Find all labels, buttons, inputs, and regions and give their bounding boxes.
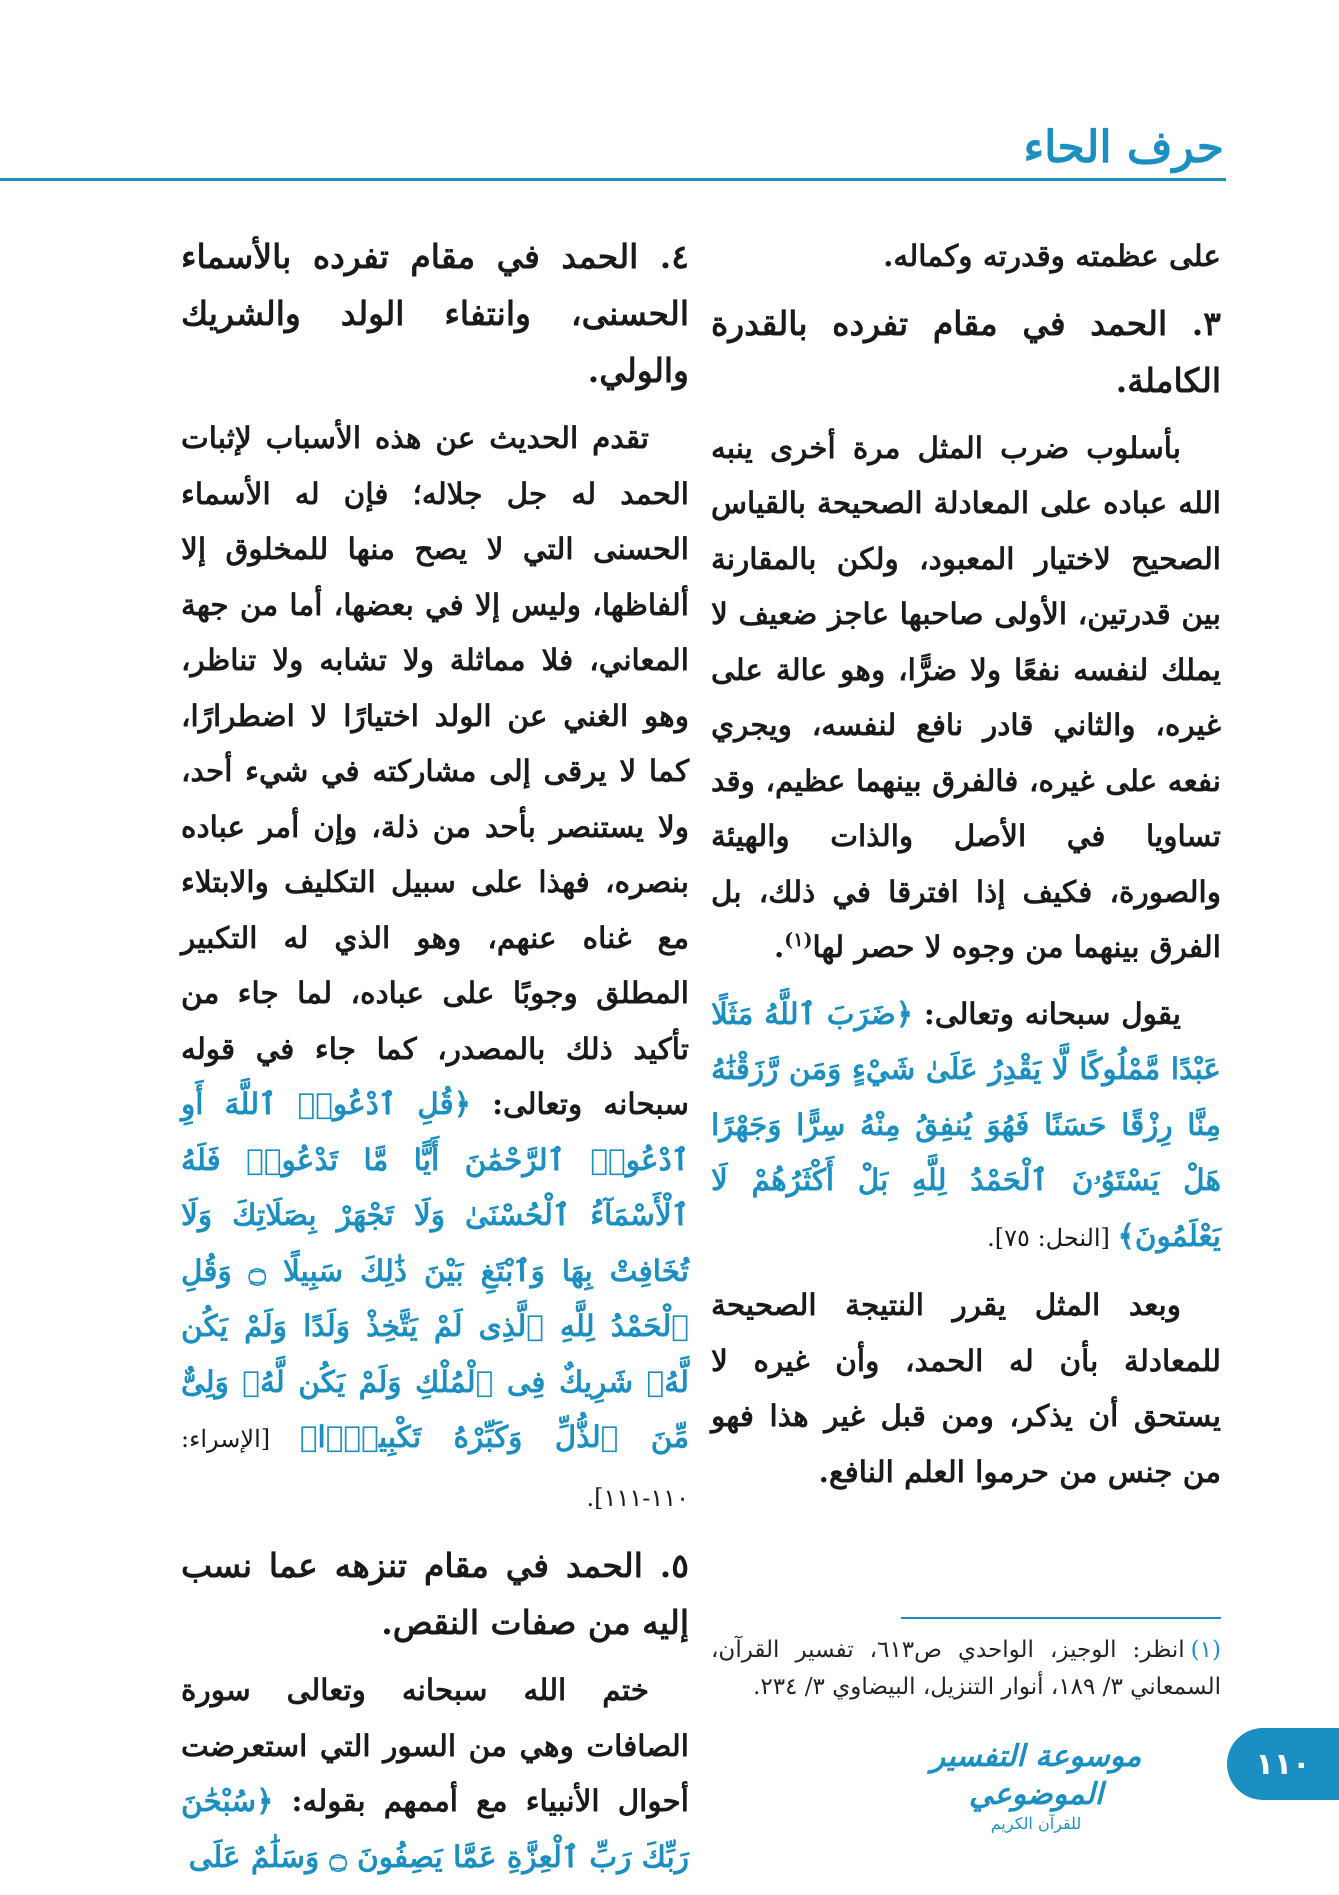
paragraph <box>711 420 1221 975</box>
section-heading-4: ٤. الحمد في مقام تفرده بالأسماء الحسنى، وانتفاء الولد والشريك والولي. <box>181 237 689 390</box>
paragraph <box>711 986 1221 1267</box>
paragraph-text: يقول سبحانه وتعالى: <box>913 995 1181 1031</box>
footnote <box>711 1632 1221 1706</box>
section-heading-3: ٣. الحمد في مقام تفرده بالقدرة الكاملة. <box>711 303 1221 400</box>
paragraph: وبعد المثل يقرر النتيجة الصحيحة للمعادلة بأن له الحمد، وأن غيره لا يستحق أن يذكر، ومن قبل غير هذا فهو من جنس من حرموا العلم النافع. <box>711 1287 1221 1489</box>
footnote-divider <box>901 1617 1221 1619</box>
footnote-text: انظر: الوجيز، الواحدي ص٦١٣، تفسير القرآن، السمعاني ٣/ ١٨٩، أنوار التنزيل، البيضاوي ٣/ ٢٣٤. <box>711 1637 1221 1700</box>
header-divider <box>0 178 1226 181</box>
paragraph-text: ختم الله سبحانه وتعالى سورة الصافات وهي من السور التي استعرضت أحوال الأنبياء مع أممهم بقوله: <box>181 1672 689 1818</box>
encyclopedia-logo <box>891 1738 1181 1834</box>
paragraph <box>181 1662 689 1884</box>
quran-verse: ﴿سُبْحَٰنَ رَبِّكَ رَبِّ ٱلْعِزَّةِ عَمَّا يَصِفُونَ ۝ وَسَلَٰمٌ عَلَى <box>181 1783 689 1874</box>
footnote-number: (١) <box>1190 1637 1221 1663</box>
section-heading-5: ٥. الحمد في مقام تنزهه عما نسب إليه من صفات النقص. <box>181 1546 689 1642</box>
paragraph-text: تقدم الحديث عن هذه الأسباب لإثبات الحمد له جل جلاله؛ فإن له الأسماء الحسنى التي لا يصح منها للمخلوق إلا ألفاظها، وليس إلا في بعضها، أما من جهة المعاني، فلا مماثلة ولا تشابه ولا تناظر، وهو الغني عن الولد اختيارًا لا اضطرارًا، كما لا يرقى إلى مشاركته في شيء أحد، ولا يستنصر بأحد من ذلة، وإن أمر عباده بنصره، فهذا على سبيل التكليف والابتلاء مع غناه عنهم، وهو الذي له التكبير المطلق وجوبًا على عباده، لما جاء من تأكيد ذلك بالمصدر، كما جاء في قوله سبحانه وتعالى: <box>181 420 689 1121</box>
paragraph: على عظمته وقدرته وكماله. <box>883 238 1221 273</box>
paragraph-end: . <box>774 929 785 964</box>
right-column <box>711 228 1221 1510</box>
logo-subtitle: للقرآن الكريم <box>990 1814 1082 1833</box>
verse-reference: [الإسراء: ١١٠-١١١]. <box>181 1425 689 1512</box>
footnote-marker[interactable]: (١) <box>784 929 813 952</box>
left-column <box>181 228 689 1895</box>
chapter-title: حرف الحاء <box>1023 122 1224 173</box>
quran-verse: ﴿قُلِ ٱدْعُوا۟ ٱللَّهَ أَوِ ٱدْعُوا۟ ٱلرَّحْمَٰنَ أَيًّا مَّا تَدْعُوا۟ فَلَهُ ٱلْأَسْمَآءُ ٱلْحُسْنَىٰ وَلَا تَجْهَرْ بِصَلَاتِكَ وَلَا تُخَافِتْ بِهَا وَٱبْتَغِ بَيْنَ ذَٰلِكَ سَبِيلًا ۝ وَقُلِ ٱلْحَمْدُ لِلَّهِ ٱلَّذِى لَمْ يَتَّخِذْ وَلَدًا وَلَمْ يَكُن لَّهُۥ شَرِيكٌ فِى ٱلْمُلْكِ وَلَمْ يَكُن لَّهُۥ وَلِىٌّ مِّنَ ٱلذُّلِّ وَكَبِّرْهُ تَكْبِيرًۢا﴾ <box>181 1086 689 1454</box>
paragraph <box>181 410 689 1526</box>
quran-verse: ﴿ضَرَبَ ٱللَّهُ مَثَلًا عَبْدًا مَّمْلُوكًا لَّا يَقْدِرُ عَلَىٰ شَيْءٍ وَمَن رَّزَقْنَٰهُ مِنَّا رِزْقًا حَسَنًا فَهُوَ يُنفِقُ مِنْهُ سِرًّا وَجَهْرًا هَلْ يَسْتَوُۥنَ ٱلْحَمْدُ لِلَّهِ بَلْ أَكْثَرُهُمْ لَا يَعْلَمُونَ﴾ <box>711 995 1221 1253</box>
paragraph-text: بأسلوب ضرب المثل مرة أخرى ينبه الله عباده على المعادلة الصحيحة بالقياس الصحيح لاختيار المعبود، ولكن بالمقارنة بين قدرتين، الأولى صاحبها عاجز ضعيف لا يملك لنفسه نفعًا ولا ضرًّا، وهو عالة على غيره، والثاني قادر نافع لنفسه، ويجري نفعه على غيره، فالفرق بينهما عظيم، وقد تساويا في الأصل والذات والهيئة والصورة، فكيف إذا افترقا في ذلك، بل الفرق بينهما من وجوه لا حصر لها <box>711 429 1221 964</box>
verse-reference: [النحل: ٧٥]. <box>987 1223 1118 1252</box>
page-number: ١١٠ <box>1227 1728 1339 1800</box>
logo-title: موسوعة التفسير الموضوعي <box>930 1739 1142 1812</box>
